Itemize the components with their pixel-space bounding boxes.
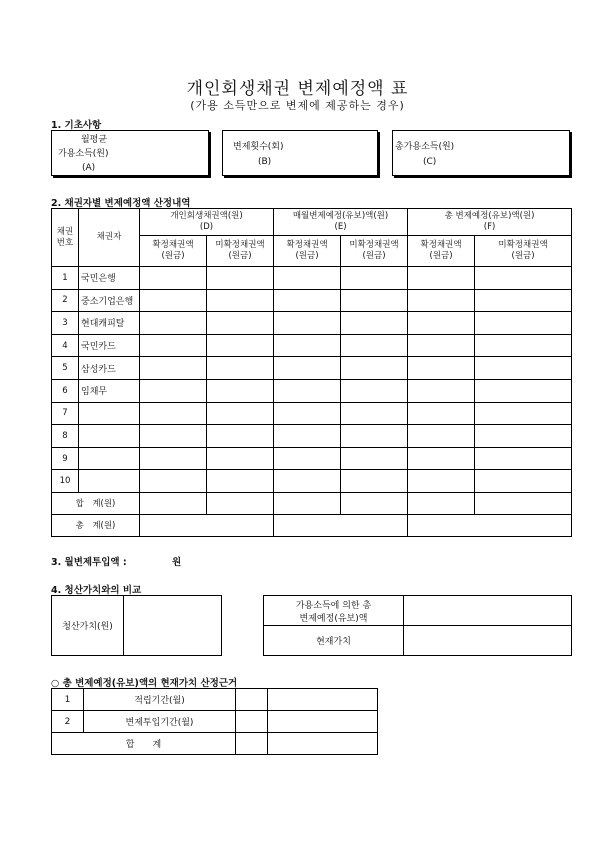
amount-cell[interactable] <box>207 334 274 357</box>
row-creditor[interactable]: 국민카드 <box>79 334 140 357</box>
amount-cell[interactable] <box>475 402 572 425</box>
table-row <box>52 289 572 312</box>
row-creditor[interactable]: 삼성카드 <box>79 357 140 380</box>
present-value-basis-table <box>51 688 378 755</box>
amount-cell[interactable] <box>140 402 207 425</box>
amount-cell[interactable] <box>140 357 207 380</box>
amount-cell[interactable] <box>274 470 341 493</box>
amount-cell[interactable] <box>140 267 207 290</box>
basis-value-cell[interactable] <box>268 689 378 711</box>
amount-cell[interactable] <box>274 402 341 425</box>
amount-cell[interactable] <box>274 447 341 470</box>
sub-confirmed-d: 확정채권액 (원금) <box>140 236 207 267</box>
basis-row-number: 2 <box>52 711 84 733</box>
present-value-value[interactable] <box>404 626 572 656</box>
amount-cell[interactable] <box>408 379 475 402</box>
basis-sum-label: 합 계 <box>52 733 236 755</box>
row-number: 2 <box>52 289 79 312</box>
group-f-header: 총 변제예정(유보)액(원) (F) <box>408 209 572 236</box>
amount-cell[interactable] <box>341 357 408 380</box>
row-number: 1 <box>52 267 79 290</box>
amount-cell[interactable] <box>475 470 572 493</box>
amount-cell[interactable] <box>341 379 408 402</box>
box-b <box>222 130 378 176</box>
basis-value-cell[interactable] <box>236 711 268 733</box>
table-row <box>52 447 572 470</box>
amount-cell[interactable] <box>140 312 207 335</box>
amount-cell[interactable] <box>341 402 408 425</box>
amount-cell[interactable] <box>274 357 341 380</box>
amount-cell[interactable] <box>341 267 408 290</box>
amount-cell[interactable] <box>408 447 475 470</box>
basis-value-cell[interactable] <box>268 711 378 733</box>
basis-row-label: 적립기간(월) <box>84 689 236 711</box>
table-row <box>52 267 572 290</box>
amount-cell[interactable] <box>140 425 207 448</box>
amount-cell[interactable] <box>207 425 274 448</box>
table-row <box>52 425 572 448</box>
total-by-income-value[interactable] <box>404 596 572 626</box>
amount-cell[interactable] <box>207 267 274 290</box>
box-c-label: 총가용소득(원) <box>395 142 455 152</box>
sum-cell[interactable] <box>475 492 572 514</box>
amount-cell[interactable] <box>475 357 572 380</box>
amount-cell[interactable] <box>207 470 274 493</box>
page-subtitle: (가용 소득만으로 변제에 제공하는 경우) <box>190 99 405 112</box>
section3-unit: 원 <box>172 557 182 568</box>
row-creditor[interactable]: 현대캐피탈 <box>79 312 140 335</box>
sub-confirmed-f: 확정채권액 (원금) <box>408 236 475 267</box>
basis-row <box>52 711 378 733</box>
amount-cell[interactable] <box>475 312 572 335</box>
table-row <box>52 402 572 425</box>
total-by-income-label: 가용소득에 의한 총 변제예정(유보)액 <box>264 596 404 626</box>
basis-value-cell[interactable] <box>236 689 268 711</box>
table-row <box>52 470 572 493</box>
basis-row <box>52 689 378 711</box>
basis-row-number: 1 <box>52 689 84 711</box>
amount-cell[interactable] <box>408 334 475 357</box>
total-cell-f[interactable] <box>408 514 572 536</box>
sub-confirmed-e: 확정채권액 (원금) <box>274 236 341 267</box>
basis-sum-cell[interactable] <box>268 733 378 755</box>
box-b-code: (B) <box>258 157 272 167</box>
total-row-label: 총 계(원) <box>52 514 140 536</box>
amount-cell[interactable] <box>274 334 341 357</box>
table-row <box>52 357 572 380</box>
amount-cell[interactable] <box>475 289 572 312</box>
row-creditor[interactable] <box>79 470 140 493</box>
section3-heading: 3. 월변제투입액 : <box>51 557 127 568</box>
section2-heading: 2. 채권자별 변제예정액 산정내역 <box>51 198 191 209</box>
amount-cell[interactable] <box>341 312 408 335</box>
row-number: 4 <box>52 334 79 357</box>
sum-cell[interactable] <box>341 492 408 514</box>
amount-cell[interactable] <box>341 334 408 357</box>
table-row <box>52 379 572 402</box>
amount-cell[interactable] <box>341 425 408 448</box>
amount-cell[interactable] <box>475 379 572 402</box>
box-a-line1: 월평균 <box>80 135 108 145</box>
amount-cell[interactable] <box>341 470 408 493</box>
table-row <box>52 312 572 335</box>
amount-cell[interactable] <box>408 470 475 493</box>
col-no-header: 채권 번호 <box>52 209 79 267</box>
amount-cell[interactable] <box>475 447 572 470</box>
amount-cell[interactable] <box>408 425 475 448</box>
row-creditor[interactable] <box>79 425 140 448</box>
basis-sum-cell[interactable] <box>236 733 268 755</box>
amount-cell[interactable] <box>207 447 274 470</box>
row-creditor[interactable] <box>79 402 140 425</box>
page-title: 개인회생채권 변제예정액 표 <box>186 79 409 99</box>
section5-heading: ○ 총 변제예정(유보)액의 현재가치 산정근거 <box>51 678 238 689</box>
row-number: 9 <box>52 447 79 470</box>
amount-cell[interactable] <box>475 334 572 357</box>
sum-row-label: 합 계(원) <box>52 492 140 514</box>
amount-cell[interactable] <box>408 312 475 335</box>
box-b-label: 변제횟수(회) <box>233 142 284 152</box>
sub-unconfirmed-f: 미확정채권액 (원금) <box>475 236 572 267</box>
comparison-table <box>263 595 572 656</box>
sum-cell[interactable] <box>274 492 341 514</box>
amount-cell[interactable] <box>408 402 475 425</box>
section1-heading: 1. 기초사항 <box>51 120 102 131</box>
present-value-label: 현재가치 <box>264 626 404 656</box>
amount-cell[interactable] <box>408 267 475 290</box>
sum-cell[interactable] <box>207 492 274 514</box>
amount-cell[interactable] <box>207 379 274 402</box>
row-number: 10 <box>52 470 79 493</box>
liquidation-value[interactable] <box>124 596 222 656</box>
amount-cell[interactable] <box>207 289 274 312</box>
box-c <box>392 130 570 176</box>
section4-heading: 4. 청산가치와의 비교 <box>51 585 142 596</box>
sum-cell[interactable] <box>140 492 207 514</box>
row-creditor[interactable]: 국민은행 <box>79 267 140 290</box>
amount-cell[interactable] <box>274 379 341 402</box>
amount-cell[interactable] <box>274 267 341 290</box>
amount-cell[interactable] <box>408 357 475 380</box>
box-c-code: (C) <box>423 157 437 167</box>
row-number: 6 <box>52 379 79 402</box>
table-row <box>52 334 572 357</box>
amount-cell[interactable] <box>207 402 274 425</box>
group-e-header: 매월변제예정(유보)액(원) (E) <box>274 209 408 236</box>
amount-cell[interactable] <box>475 267 572 290</box>
amount-cell[interactable] <box>274 312 341 335</box>
total-cell-e[interactable] <box>274 514 408 536</box>
sub-unconfirmed-d: 미확정채권액 (원금) <box>207 236 274 267</box>
row-creditor[interactable]: 중소기업은행 <box>79 289 140 312</box>
amount-cell[interactable] <box>341 447 408 470</box>
row-number: 3 <box>52 312 79 335</box>
total-cell-d[interactable] <box>140 514 274 536</box>
row-number: 8 <box>52 425 79 448</box>
sum-cell[interactable] <box>408 492 475 514</box>
row-number: 7 <box>52 402 79 425</box>
row-number: 5 <box>52 357 79 380</box>
box-a-line2: 가용소득(원) <box>58 149 109 159</box>
amount-cell[interactable] <box>341 289 408 312</box>
amount-cell[interactable] <box>140 447 207 470</box>
amount-cell[interactable] <box>140 379 207 402</box>
box-a <box>51 130 209 176</box>
amount-cell[interactable] <box>475 425 572 448</box>
row-creditor[interactable]: 임채무 <box>79 379 140 402</box>
amount-cell[interactable] <box>274 289 341 312</box>
row-creditor[interactable] <box>79 447 140 470</box>
amount-cell[interactable] <box>140 334 207 357</box>
amount-cell[interactable] <box>140 289 207 312</box>
group-d-header: 개인회생채권액(원) (D) <box>140 209 274 236</box>
basis-row-label: 변제투입기간(월) <box>84 711 236 733</box>
amount-cell[interactable] <box>408 289 475 312</box>
liquidation-table <box>51 595 222 656</box>
sub-unconfirmed-e: 미확정채권액 (원금) <box>341 236 408 267</box>
creditor-table <box>51 208 572 537</box>
amount-cell[interactable] <box>140 470 207 493</box>
amount-cell[interactable] <box>207 357 274 380</box>
amount-cell[interactable] <box>207 312 274 335</box>
box-a-code: (A) <box>82 163 96 173</box>
liquidation-label: 청산가치(원) <box>52 596 124 656</box>
col-creditor-header: 채권자 <box>79 209 140 267</box>
amount-cell[interactable] <box>274 425 341 448</box>
